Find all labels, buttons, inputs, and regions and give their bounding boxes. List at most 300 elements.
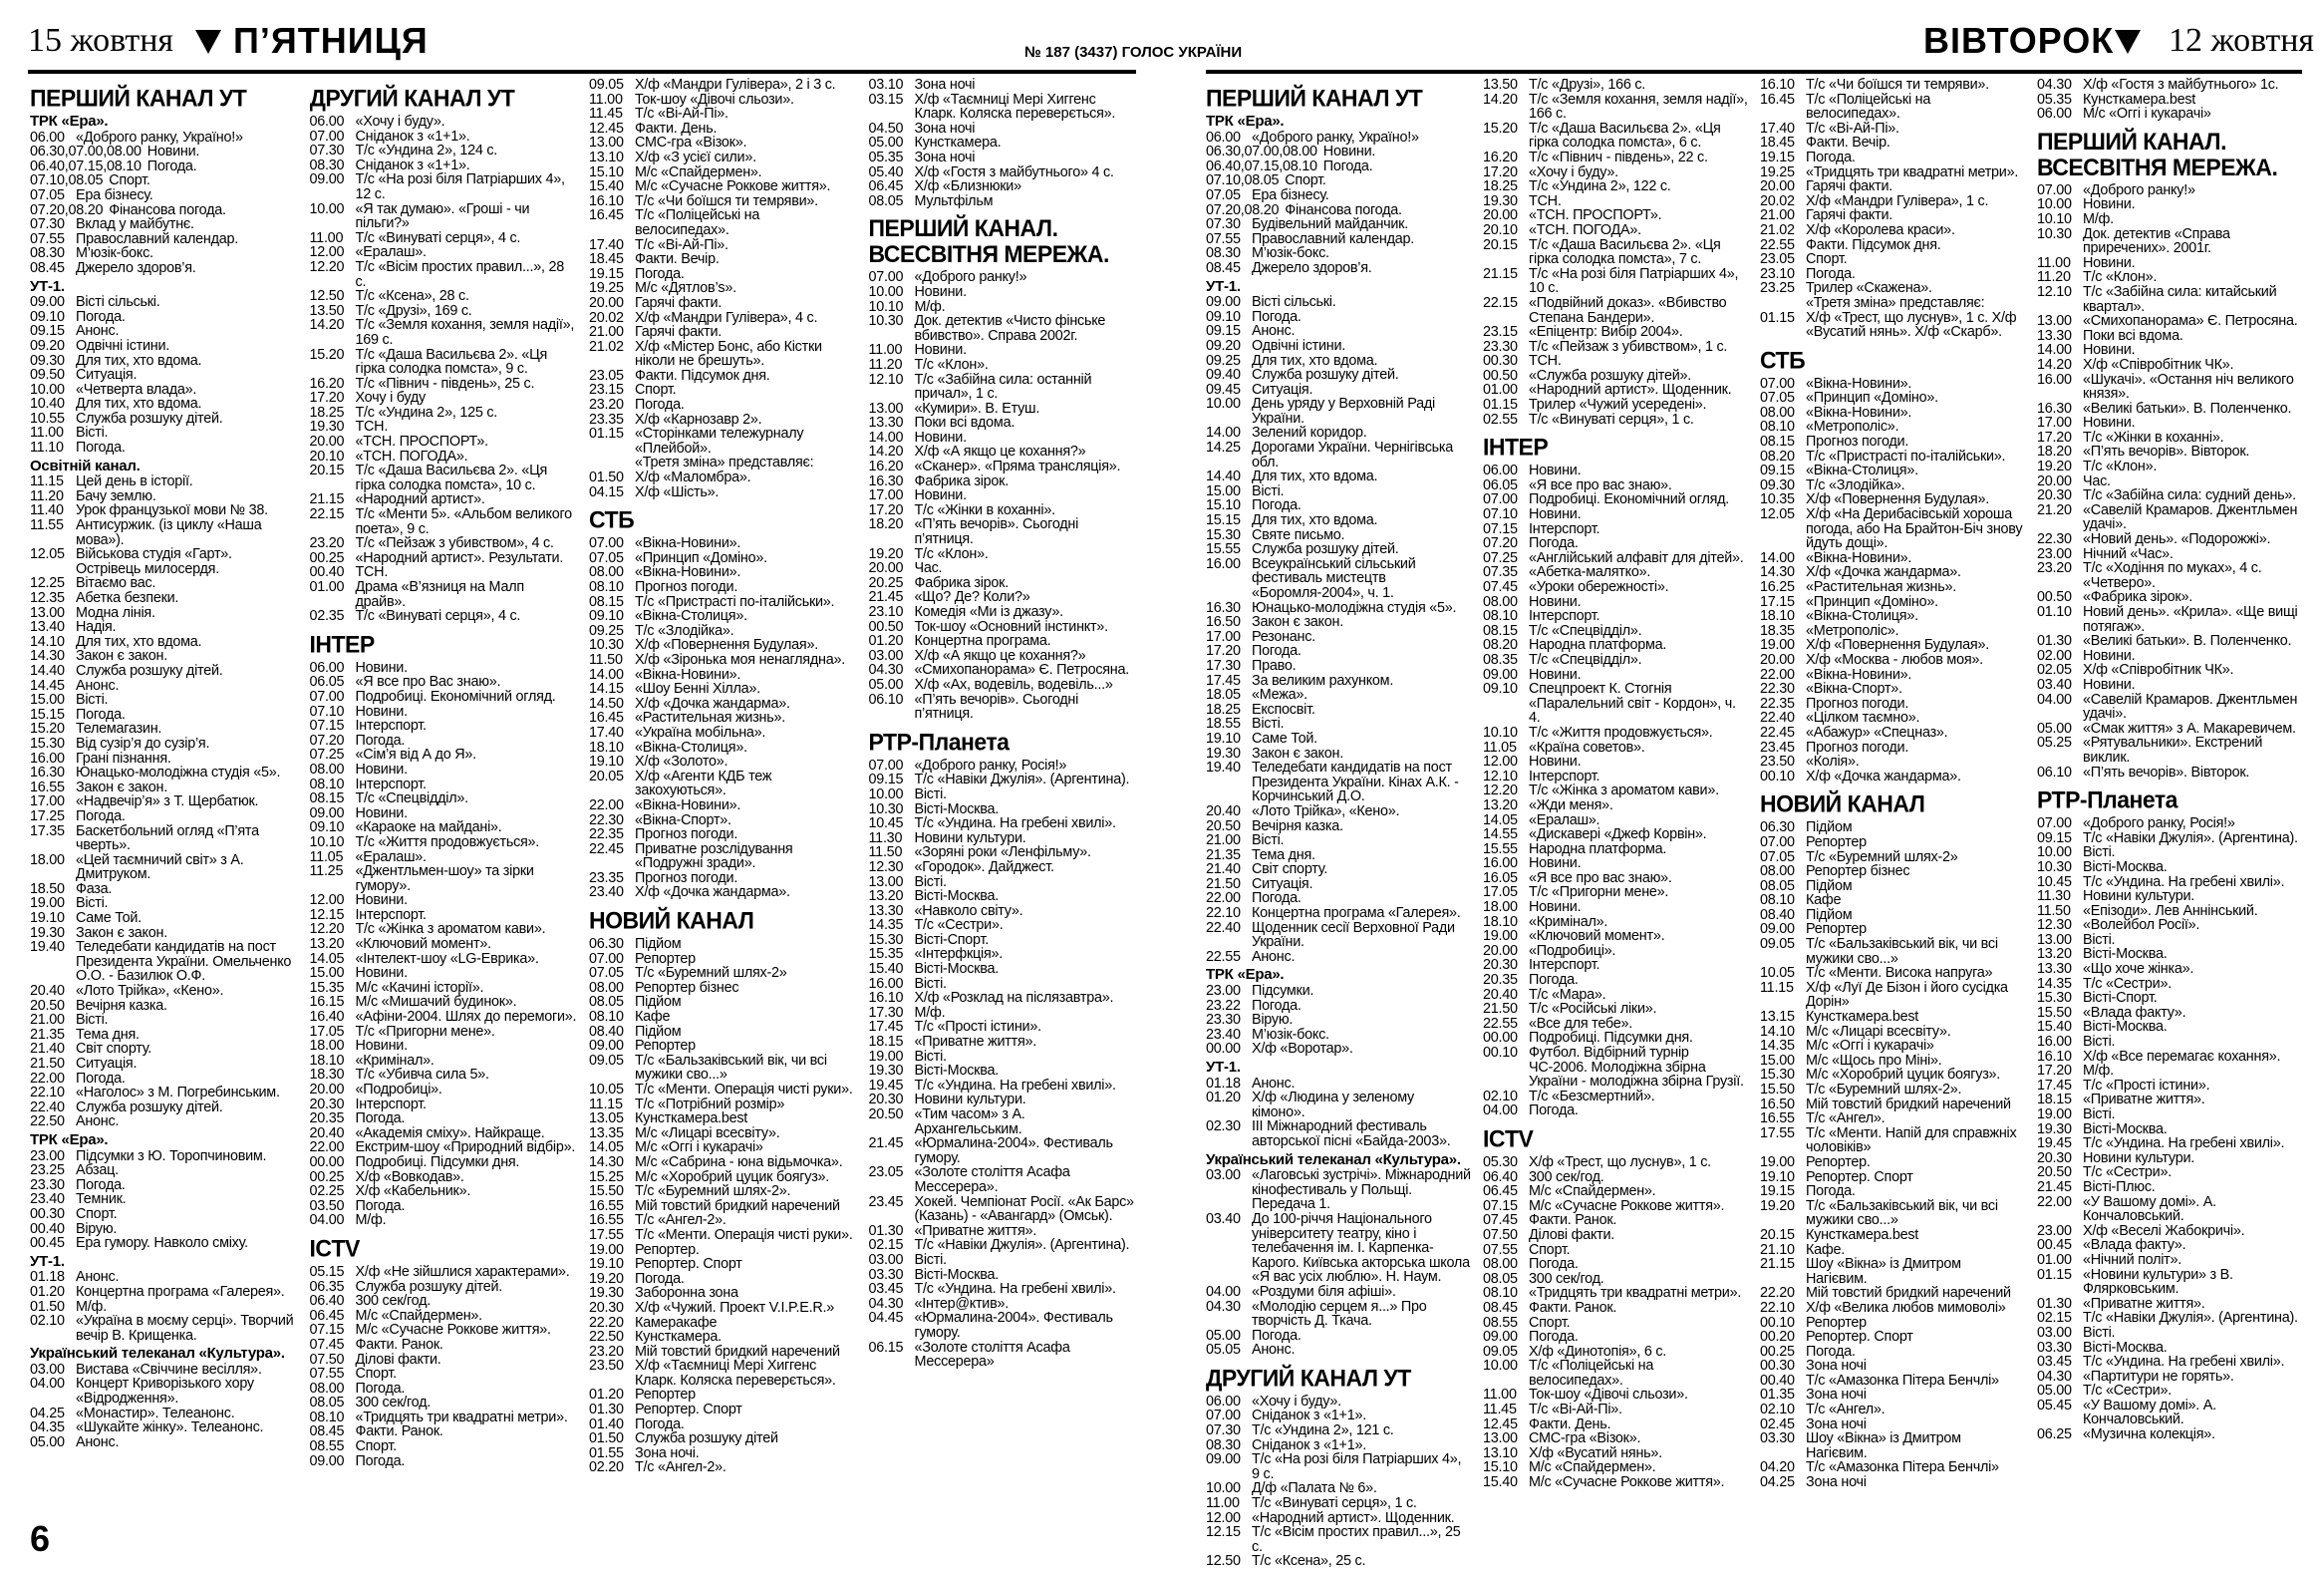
entry-title: «Україна мобільна».: [635, 724, 766, 741]
entry-title: Закон є закон.: [76, 924, 167, 941]
entry-title: Х/ф «Таємниці Мері Хиггенс Кларк. Коляска переверється».: [914, 91, 1116, 123]
entry-title: Т/с «Сестри».: [2083, 1164, 2172, 1181]
entry-title: «Третя зміна» представляє:: [1806, 294, 1985, 311]
entry-title: М/с «Оггі і кукарачі»: [2083, 106, 2211, 123]
entry-title: «Роздуми біля афіші».: [1252, 1283, 1396, 1300]
entry-time: 04.00: [30, 1376, 65, 1393]
schedule-entry: [310, 1411, 578, 1425]
entry-time: 00.45: [2037, 1237, 2072, 1254]
entry-time: 08.30: [309, 157, 345, 173]
entry-time: 00.20: [1760, 1329, 1795, 1346]
schedule-entry: [1760, 1301, 2025, 1316]
entry-title: «Растительная жизнь».: [635, 710, 786, 727]
entry-title: Репортер: [635, 1038, 696, 1055]
schedule-entry: [1760, 238, 2025, 253]
entry-time: 20.00: [309, 434, 345, 451]
schedule-entry: [2037, 431, 2302, 446]
entry-time: 03.00: [1206, 1167, 1241, 1184]
schedule-entry: [869, 1093, 1137, 1107]
entry-title: Вісті.: [2083, 1324, 2116, 1341]
entry-time: 16.30: [30, 765, 65, 782]
schedule-entry: [1206, 862, 1471, 877]
entry-time: 11.15: [589, 1096, 623, 1112]
schedule-entry: [1206, 217, 1471, 232]
schedule-entry: [1483, 944, 1748, 959]
schedule-entry: [310, 864, 578, 893]
entry-title: Хочу і буду: [355, 390, 426, 407]
entry-time: 14.05: [309, 950, 345, 967]
schedule-entry: [310, 348, 578, 377]
entry-title: «Доброго ранку!»: [914, 269, 1027, 286]
entry-time: 21.15: [1483, 265, 1518, 282]
schedule-entry: [589, 798, 857, 813]
schedule-entry: [310, 690, 578, 705]
schedule-entry: [589, 122, 857, 137]
schedule-entry: [30, 412, 298, 427]
entry-title: «Сім’я від А до Я».: [355, 747, 476, 764]
entry-title: Х/ф «Таємниці Мері Хиггенс Кларк. Коляска переверється».: [635, 1358, 836, 1389]
schedule-entry: [310, 289, 578, 304]
entry-title: Баскетбольний огляд «П’ята чверть».: [76, 822, 259, 854]
entry-time: 11.55: [30, 517, 64, 534]
entry-title: Святе письмо.: [1252, 526, 1345, 543]
schedule-entry: [30, 397, 298, 412]
schedule-entry: [589, 267, 857, 282]
schedule-entry: [30, 368, 298, 383]
entry-title: День уряду у Верховній Раді України.: [1252, 396, 1435, 427]
left-weekday: П’ЯТНИЦЯ: [233, 20, 429, 61]
entry-time: 20.00: [589, 294, 624, 311]
entry-title: Грані пізнання.: [76, 750, 171, 767]
entry-title: «Дискавері «Джеф Корвін».: [1529, 826, 1707, 843]
schedule-entry: [1760, 208, 2025, 223]
entry-time: 19.20: [589, 1270, 624, 1287]
schedule-entry: [310, 464, 578, 492]
entry-title: ІІІ Міжнародний фестиваль авторської пісні «Байда-2003».: [1252, 1118, 1451, 1149]
entry-title: Футбол. Відбірний турнір ЧС-2006. Молодіжна збірна України - молодіжна збірна Грузії.: [1529, 1045, 1744, 1091]
entry-time: 02.10: [30, 1313, 65, 1330]
entry-time: 06.40: [309, 1293, 345, 1310]
entry-title: Т/с «Бальзаківський вік, чи всі мужики сво...»: [1806, 936, 1998, 967]
entry-title: Анонс.: [1252, 323, 1296, 340]
schedule-entry: [2037, 918, 2302, 933]
entry-title: Репортер.: [635, 1241, 700, 1258]
schedule-entry: [1483, 856, 1748, 871]
schedule-entry: [30, 708, 298, 723]
entry-title: М/ф.: [914, 298, 946, 315]
entry-title: Прогноз погоди.: [1806, 434, 1909, 451]
entry-title: Право.: [1252, 657, 1297, 674]
entry-title: Т/с «Клон».: [2083, 459, 2158, 475]
entry-title: «Караоке на майдані».: [355, 819, 502, 836]
schedule-entry: [1483, 1431, 1748, 1446]
entry-time: 15.50: [1760, 1082, 1795, 1098]
entry-time: 10.45: [2037, 873, 2072, 890]
schedule-entry: [589, 136, 857, 151]
entry-time: 16.15: [309, 994, 345, 1011]
entry-title: Шоу «Вікна» із Дмитром Нагієвим.: [1806, 1430, 1961, 1461]
entry-time: 11.30: [2037, 888, 2071, 905]
schedule-entry: [869, 1282, 1137, 1297]
entry-title: Приватне розслідування «Подружні зради».: [635, 840, 793, 872]
entry-title: Прогноз погоди.: [1806, 739, 1909, 756]
entry-title: Підйом: [1806, 819, 1853, 836]
entry-time: 18.45: [1760, 135, 1795, 152]
entry-time: 19.40: [1206, 760, 1241, 777]
entry-time: 19.10: [1206, 730, 1241, 747]
entry-title: Факти. День.: [1529, 1415, 1611, 1432]
schedule-entry: [2037, 1384, 2302, 1399]
entry-title: Підйом: [635, 994, 682, 1011]
entry-title: Подробиці. Підсумки дня.: [1529, 1030, 1693, 1047]
entry-time: 05.15: [309, 1263, 345, 1280]
entry-time: 14.00: [1760, 549, 1795, 566]
entry-time: 19.30: [309, 419, 345, 436]
schedule-entry: [1760, 1475, 2025, 1490]
entry-time: 13.30: [2037, 961, 2072, 978]
schedule-entry: [310, 763, 578, 778]
schedule-entry: [1483, 827, 1748, 842]
entry-title: Фабрика зірок.: [914, 574, 1009, 591]
entry-time: 15.50: [2037, 1004, 2072, 1021]
entry-title: Вісті-Москва.: [914, 1063, 999, 1080]
entry-time: 08.00: [589, 979, 624, 996]
entry-title: Гарячі факти.: [1806, 178, 1892, 195]
schedule-entry: [1760, 296, 2025, 311]
entry-time: 22.30: [2037, 531, 2072, 548]
schedule-entry: [869, 1006, 1137, 1021]
entry-time: 19.00: [868, 1048, 904, 1065]
schedule-entry: [869, 1238, 1137, 1253]
entry-time: 11.20: [868, 356, 903, 373]
entry-time: 08.05: [309, 1395, 345, 1412]
right-header-rule: [1206, 70, 2302, 74]
entry-time: 23.40: [1206, 1026, 1241, 1043]
entry-time: 16.40: [309, 1009, 345, 1026]
schedule-entry: [1206, 354, 1471, 369]
entry-title: 300 сек/год.: [1529, 1270, 1604, 1287]
schedule-entry: [589, 1184, 857, 1199]
schedule-entry: [30, 1435, 298, 1450]
entry-title: Т/с «Ундина. На гребені хвилі».: [914, 1281, 1116, 1298]
entry-title: Вісті-Москва.: [914, 888, 999, 905]
entry-title: Погода.: [76, 308, 126, 325]
entry-time: 21.50: [30, 1056, 65, 1072]
entry-time: 15.55: [1206, 541, 1241, 558]
entry-title: Прогноз погоди.: [1806, 695, 1909, 712]
entry-title: Новини.: [146, 144, 200, 160]
schedule-entry: [869, 773, 1137, 787]
entry-time: 11.00: [589, 91, 623, 108]
schedule-entry: [310, 260, 578, 289]
entry-time: 22.30: [589, 811, 624, 828]
entry-time: 07.15: [309, 1322, 345, 1339]
schedule-entry: [30, 203, 298, 218]
entry-title: Т/с «Ві-Ай-Пі».: [635, 236, 728, 253]
entry-time: 19.00: [589, 1241, 624, 1258]
entry-title: Т/с «Друзі», 166 с.: [1529, 78, 1646, 93]
entry-time: 01.15: [1483, 397, 1518, 414]
entry-time: 06.10: [868, 691, 904, 708]
entry-time: 02.30: [1206, 1118, 1241, 1135]
schedule-entry: [310, 850, 578, 865]
entry-time: 19.30: [2037, 1120, 2072, 1137]
entry-title: Т/с «Клон».: [2083, 269, 2158, 286]
entry-title: Інтерспорт.: [1529, 768, 1600, 785]
entry-title: Погода.: [1252, 643, 1302, 660]
schedule-entry: [1206, 310, 1471, 325]
entry-title: «Вікна-Новини».: [635, 564, 741, 581]
entry-title: Трилер «Чужий усередені».: [1529, 397, 1707, 414]
entry-title: Зона ночі: [1806, 1358, 1867, 1375]
entry-time: 07.30: [309, 143, 345, 159]
entry-title: «Доброго ранку, Росія!»: [2083, 815, 2235, 832]
entry-time: 07.55: [1206, 230, 1241, 247]
schedule-entry: [589, 1199, 857, 1214]
entry-title: М/с «Качині історії».: [355, 979, 484, 996]
entry-title: Вісті.: [2083, 1034, 2116, 1051]
entry-time: 10.00: [2037, 844, 2072, 861]
entry-time: 15.20: [309, 346, 345, 363]
entry-time: 15.25: [589, 1168, 624, 1185]
entry-time: 09.00: [589, 1038, 624, 1055]
schedule-entry: [2037, 93, 2302, 108]
entry-time: 01.30: [2037, 633, 2072, 650]
entry-time: 08.00: [1483, 1256, 1518, 1273]
schedule-entry: [2037, 649, 2302, 664]
entry-title: Т/с «Ундина. На гребені хвилі».: [2083, 873, 2285, 890]
entry-time: 00.10: [1760, 1314, 1795, 1331]
schedule-entry: [1483, 551, 1748, 566]
entry-title: М/с «Хоробрий цуцик боягуз».: [635, 1168, 830, 1185]
entry-time: 12.10: [1483, 768, 1518, 785]
schedule-entry: [589, 93, 857, 108]
entry-title: Погода.: [355, 1197, 406, 1214]
entry-title: Анонс.: [76, 1113, 120, 1130]
schedule-entry: [869, 904, 1137, 919]
entry-title: Погода.: [76, 1070, 126, 1087]
schedule-entry: [1483, 784, 1748, 798]
schedule-entry: [30, 576, 298, 591]
entry-time: 14.35: [868, 917, 904, 934]
schedule-entry: [1760, 922, 2025, 937]
schedule-entry: [1483, 988, 1748, 1003]
schedule-entry: [310, 1098, 578, 1112]
entry-title: Служба розшуку дітей.: [76, 662, 223, 679]
entry-title: Новини.: [1529, 855, 1582, 872]
schedule-entry: [310, 1199, 578, 1214]
schedule-entry: [1206, 232, 1471, 247]
entry-time: 09.00: [1760, 921, 1795, 938]
entry-title: М/с «Сучасне Роккове життя».: [1529, 1474, 1725, 1491]
schedule-entry: [2037, 1180, 2302, 1195]
entry-time: 12.35: [30, 590, 65, 606]
schedule-entry: [869, 78, 1137, 93]
entry-title: Х/ф «Дочка жандарма».: [1806, 768, 1961, 785]
entry-title: Від сузір’я до сузір’я.: [76, 735, 210, 752]
entry-time: 21.00: [1206, 832, 1241, 849]
entry-title: Т/с «Ходіння по муках», 4 с. «Четверо».: [2083, 560, 2262, 591]
entry-title: Х/ф «А якщо це кохання?»: [914, 647, 1086, 664]
entry-title: Служба розшуку дітей.: [355, 1278, 502, 1295]
entry-time: 08.05: [1483, 1270, 1518, 1287]
entry-time: 12.30: [868, 858, 904, 875]
schedule-entry: [310, 115, 578, 130]
schedule-entry: [1483, 1345, 1748, 1360]
entry-time: 09.00: [309, 1452, 345, 1469]
schedule-entry: [1760, 223, 2025, 238]
schedule-entry: [1483, 522, 1748, 537]
entry-title: Х/ф «Чужий. Проект V.I.P.E.R.»: [635, 1299, 834, 1316]
entry-title: Т/с «Злодійка».: [1806, 476, 1905, 493]
schedule-entry: [2037, 1122, 2302, 1137]
entry-title: Підйом: [1806, 906, 1853, 923]
entry-time: 08.10: [589, 579, 624, 595]
entry-time: 14.10: [1760, 1023, 1795, 1040]
entry-title: Т/с «Клон».: [914, 356, 989, 373]
entry-title: «Ералаш».: [355, 848, 427, 865]
entry-title: Факти. Ранок.: [1529, 1212, 1617, 1229]
entry-time: 06.45: [868, 178, 904, 195]
schedule-entry: [869, 1253, 1137, 1268]
entry-time: 00.50: [2037, 589, 2072, 606]
entry-title: Х/ф «Дочка жандарма».: [1806, 564, 1961, 581]
entry-time: 14.25: [1206, 440, 1241, 457]
entry-title: Мій товстий бридкий наречений: [635, 1343, 840, 1360]
entry-time: 05.25: [2037, 735, 2072, 752]
entry-title: «Юрмалина-2004». Фестиваль гумору.: [914, 1310, 1113, 1341]
entry-title: М’юзік-бокс.: [1252, 245, 1329, 262]
entry-time: 17.30: [1206, 657, 1241, 674]
entry-time: 23.20: [309, 535, 345, 552]
entry-title: «Я все про вас знаю».: [1529, 869, 1672, 886]
entry-time: 14.45: [30, 677, 65, 694]
entry-title: Х/ф «Москва - любов моя».: [1806, 651, 1983, 668]
schedule-entry: [1206, 717, 1471, 732]
entry-time: 00.10: [1483, 1045, 1518, 1061]
entry-time: 06.00: [309, 659, 345, 676]
entry-time: 23.30: [1483, 338, 1518, 355]
entry-time: 15.10: [589, 163, 624, 180]
entry-time: 09.10: [1483, 681, 1518, 698]
entry-title: Вірую.: [1252, 1012, 1294, 1029]
entry-time: 07.15: [309, 718, 345, 735]
entry-title: Новини.: [355, 804, 408, 821]
entry-time: 07.00: [589, 950, 624, 967]
schedule-entry: [869, 576, 1137, 591]
entry-time: 06.05: [309, 674, 345, 691]
entry-title: «ТСН. ПРОСПОРТ».: [1529, 207, 1662, 224]
schedule-entry: [589, 325, 857, 340]
channel-heading: РТР-Планета: [2037, 785, 2178, 813]
entry-title: Репортер. Спорт: [1806, 1329, 1913, 1346]
schedule-entry: [2037, 1035, 2302, 1050]
schedule-entry: [1760, 194, 2025, 209]
entry-title: «Народний артист».: [355, 491, 485, 508]
schedule-entry: [310, 1126, 578, 1141]
entry-title: Новини культури.: [2083, 888, 2194, 905]
entry-title: Т/с «Потрібний розмір»: [635, 1096, 785, 1112]
entry-title: Сніданок з «1+1».: [355, 128, 470, 145]
entry-title: Анонс.: [1252, 1075, 1296, 1092]
entry-title: Т/с «Даша Васильєва 2». «Ця гірка солодка помста», 9 с.: [355, 346, 548, 378]
entry-title: М’юзік-бокс.: [1252, 1026, 1329, 1043]
schedule-entry: [310, 172, 578, 201]
entry-title: Т/с «Винуваті серця», 4 с.: [355, 229, 521, 246]
entry-time: 21.00: [30, 1012, 65, 1029]
entry-time: 02.00: [2037, 647, 2072, 664]
entry-title: Т/с «Спецвідділ».: [355, 790, 468, 807]
schedule-entry: [1483, 122, 1748, 151]
entry-title: «Навколо світу».: [914, 902, 1023, 919]
entry-title: «Народний артист». Щоденник.: [1252, 1509, 1455, 1526]
entry-time: 21.00: [1760, 207, 1795, 224]
schedule-entry: [310, 1396, 578, 1411]
channel-heading: ДРУГИЙ КАНАЛ УТ: [1206, 1364, 1411, 1392]
schedule-entry: [589, 595, 857, 610]
schedule-entry: [589, 1431, 857, 1446]
entry-time: 04.30: [2037, 78, 2072, 93]
schedule-entry: [1483, 1199, 1748, 1214]
entry-title: Х/ф «Вусатий нянь».: [1529, 1444, 1662, 1461]
schedule-entry: [1483, 741, 1748, 756]
entry-time: 10.30: [2037, 858, 2072, 875]
entry-time: 10.30: [589, 637, 624, 654]
entry-time: 07.00: [309, 128, 345, 145]
schedule-entry: [1483, 1388, 1748, 1403]
schedule-entry: [1483, 1243, 1748, 1258]
entry-title: Вісті.: [2083, 844, 2116, 861]
schedule-entry: [1760, 391, 2025, 406]
entry-title: Т/с «Бальзаківський вік, чи всі мужики сво...»: [1806, 1197, 1998, 1229]
entry-time: 12.45: [589, 120, 624, 137]
entry-time: 11.05: [1483, 739, 1517, 756]
entry-time: 10.30: [868, 800, 904, 817]
schedule-entry: [30, 441, 298, 456]
schedule-entry: [1206, 1525, 1471, 1554]
entry-time: 12.10: [868, 371, 904, 388]
schedule-entry: [310, 1213, 578, 1228]
entry-title: Трилер «Скажена».: [1806, 280, 1932, 297]
schedule-entry: [30, 722, 298, 737]
entry-time: 17.40: [589, 236, 624, 253]
entry-time: 22.50: [30, 1113, 65, 1130]
entry-title: Репортер. Спорт: [635, 1402, 742, 1418]
schedule-entry: [310, 202, 578, 231]
entry-time: 06.00: [1206, 129, 1241, 146]
entry-time: 17.45: [868, 1019, 904, 1036]
entry-time: 07.50: [1483, 1226, 1518, 1243]
entry-title: «Ключовий момент».: [355, 936, 491, 953]
schedule-entry: [30, 1072, 298, 1087]
entry-time: 06.35: [309, 1278, 345, 1295]
entry-title: Т/с «Пейзаж з убивством», 1 с.: [1529, 338, 1728, 355]
entry-time: 07.20,08.20: [30, 201, 104, 218]
schedule-entry: [30, 809, 298, 824]
entry-title: Концертна програма.: [914, 633, 1051, 650]
entry-title: За великим рахунком.: [1252, 672, 1394, 689]
entry-time: 19.00: [1760, 637, 1795, 654]
entry-title: Репортер.: [1806, 1153, 1871, 1170]
entry-time: 04.15: [589, 483, 624, 500]
entry-title: Поки всі вдома.: [914, 415, 1016, 432]
entry-time: 13.00: [2037, 931, 2072, 948]
entry-time: 07.55: [309, 1366, 345, 1383]
entry-title: Ток-шоу «Основний інстинкт».: [914, 618, 1108, 635]
entry-title: «Ералаш».: [355, 244, 427, 261]
entry-time: 00.00: [1483, 1030, 1518, 1047]
schedule-entry: [1760, 1155, 2025, 1170]
